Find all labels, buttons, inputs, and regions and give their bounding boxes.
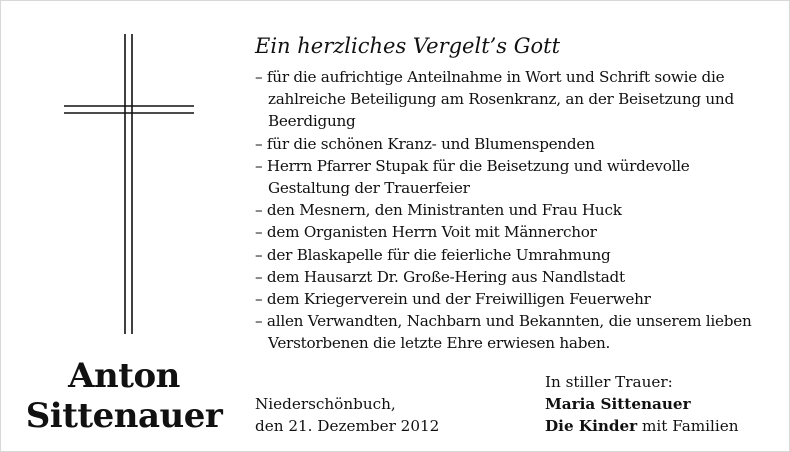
thanks-list [255, 66, 770, 355]
deceased-name [24, 356, 224, 436]
list-item: – Herrn Pfarrer Stupak für die Beisetzung und würdevolle Gestaltung der Trauerfeier [255, 156, 690, 198]
list-item: – der Blaskapelle für die feierliche Umrahmung [255, 245, 611, 264]
list-item: – den Mesnern, den Ministranten und Frau Huck [255, 201, 622, 220]
date: den 21. Dezember 2012 [255, 417, 440, 435]
list-item: – dem Hausarzt Dr. Große-Hering aus Nandlstadt [255, 267, 625, 286]
list-item: – allen Verwandten, Nachbarn und Bekannten, die unserem lieben Verstorbenen die letzte Ehre erwiesen haben. [255, 312, 752, 353]
deceased-last-name: Sittenauer [25, 396, 223, 436]
mourner-name: Maria Sittenauer [545, 395, 691, 413]
deceased-first-name: Anton [68, 356, 180, 396]
list-item: – für die aufrichtige Anteilnahme in Wort und Schrift sowie die zahlreiche Beteiligung am Rosenkranz, an der Beisetzung und Beerdigung [255, 68, 734, 131]
place-date [255, 393, 439, 437]
mourner-families: mit Familien [637, 417, 739, 435]
mourner-family [545, 415, 739, 437]
christian-cross-icon [64, 34, 194, 334]
list-item: – dem Kriegerverein und der Freiwilligen Feuerwehr [255, 290, 651, 309]
mourners-intro: In stiller Trauer: [545, 373, 673, 391]
list-item: – für die schönen Kranz- und Blumenspenden [255, 134, 595, 153]
mourner-children: Die Kinder [545, 417, 638, 435]
list-item: – dem Organisten Herrn Voit mit Männerchor [255, 223, 597, 242]
mourners [545, 371, 739, 437]
thanks-heading: Ein herzliches Vergelt’s Gott [255, 34, 561, 58]
place: Niederschönbuch, [255, 395, 396, 413]
